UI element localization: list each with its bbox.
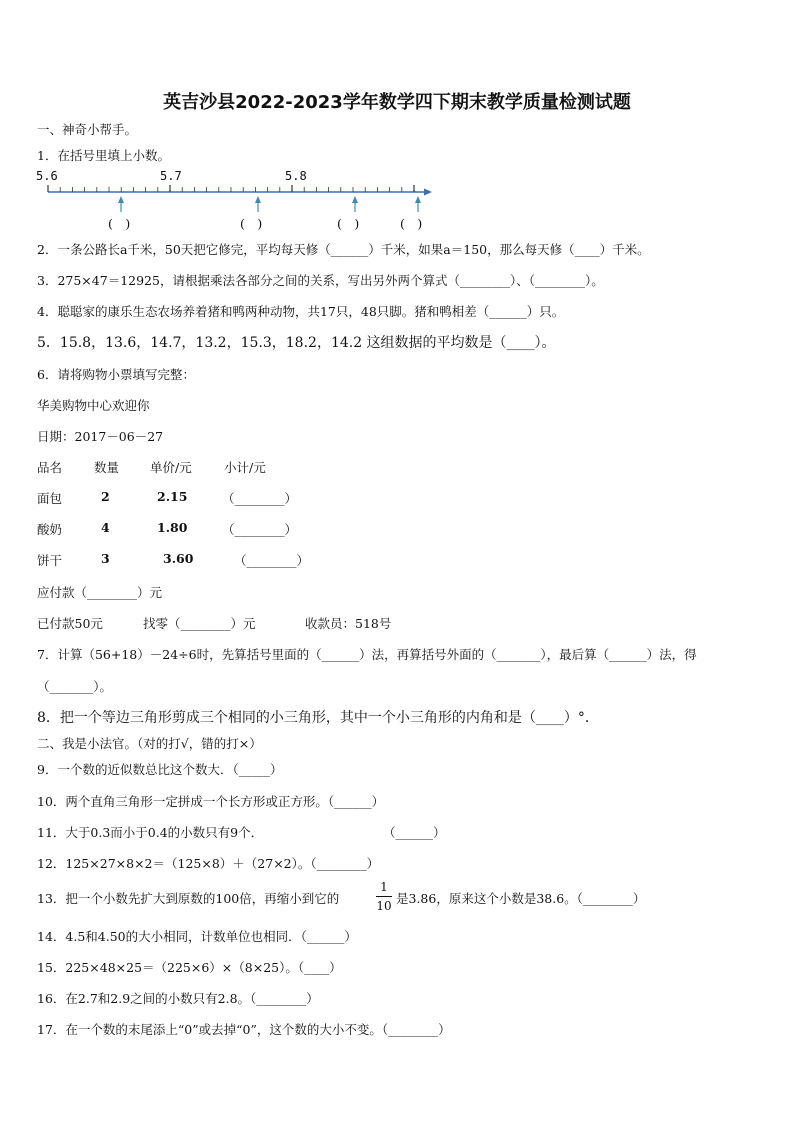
receipt-row-price: 1.80 [157,520,188,535]
pointer-arrow-head [415,196,421,203]
receipt-change: 找零（________）元 [143,616,256,631]
receipt-row-qty: 4 [101,520,110,535]
receipt-col-price: 单价/元 [150,460,192,475]
section-2-heading: 二、我是小法官。（对的打√，错的打×） [37,736,262,751]
question-6: 6．请将购物小票填写完整： [37,367,195,382]
receipt-col-qty: 数量 [94,460,120,475]
question-11: 11．大于0.3而小于0.4的小数只有9个． [37,825,264,840]
nl-label-5.6: 5.6 [36,169,58,183]
receipt-col-name: 品名 [37,460,63,475]
question-9: 9．一个数的近似数总比这个数大．（_____） [37,762,283,777]
question-14: 14．4.5和4.50的大小相同，计数单位也相同．（______） [37,929,357,944]
receipt-date: 日期：2017－06－27 [37,429,164,444]
receipt-row-name: 饼干 [37,553,63,568]
nl-blank-3[interactable]: ( ) [337,216,360,231]
fraction-denominator: 10 [376,899,392,913]
nl-label-5.7: 5.7 [160,169,182,183]
pointer-arrow-head [352,196,358,203]
question-13-part-b: 是3.86，原来这个小数是38.6。（________） [396,891,646,906]
pointer-arrow-head [255,196,261,203]
question-11-blank[interactable]: （______） [383,825,446,840]
receipt-col-subtotal: 小计/元 [224,460,266,475]
receipt-row-name: 酸奶 [37,522,63,537]
question-4: 4．聪聪家的康乐生态农场养着猪和鸭两种动物，共17只，48只脚。猪和鸭相差（______）只。 [37,304,565,319]
fraction-one-tenth [376,880,392,913]
question-10: 10．两个直角三角形一定拼成一个长方形或正方形。（______） [37,794,385,809]
question-3: 3．275×47＝12925，请根据乘法各部分之间的关系，写出另外两个算式（________）、（________）。 [37,273,604,288]
nl-blank-4[interactable]: ( ) [400,216,423,231]
nl-blank-1[interactable]: ( ) [108,216,131,231]
receipt-row-price: 3.60 [163,551,194,566]
receipt-row-subtotal-blank[interactable]: （________） [222,491,298,506]
receipt-row-name: 面包 [37,491,63,506]
page-title: 英吉沙县2022-2023学年数学四下期末教学质量检测试题 [163,92,631,113]
nl-label-5.8: 5.8 [285,169,307,183]
number-line-arrow-head [424,189,432,196]
question-1: 1．在括号里填上小数。 [37,148,170,163]
receipt-row-qty: 3 [101,551,110,566]
question-7: 7．计算（56+18）－24÷6时，先算括号里面的（______）法，再算括号外面的（_______），最后算（______）法，得 [37,647,697,662]
question-16: 16．在2.7和2.9之间的小数只有2.8。（________） [37,991,319,1006]
receipt-header: 华美购物中心欢迎你 [37,398,150,413]
section-1-heading: 一、神奇小帮手。 [37,122,138,137]
receipt-row-qty: 2 [101,489,110,504]
receipt-row-price: 2.15 [157,489,188,504]
question-12: 12．125×27×8×2＝（125×8）＋（27×2）。（________） [37,856,380,871]
receipt-row-subtotal-blank[interactable]: （________） [234,553,310,568]
question-2: 2．一条公路长a千米，50天把它修完，平均每天修（______）千米，如果a＝150，那么每天修（____）千米。 [37,242,650,257]
question-17: 17．在一个数的末尾添上“0”或去掉“0”，这个数的大小不变。（________） [37,1022,451,1037]
question-7-continued: （_______）。 [37,679,113,694]
question-8: 8．把一个等边三角形剪成三个相同的小三角形，其中一个小三角形的内角和是（____）°． [37,710,599,726]
receipt-paid: 已付款50元 [37,616,103,631]
fraction-bar [376,896,392,897]
receipt-due: 应付款（________）元 [37,585,163,600]
question-15: 15．225×48×25＝（225×6）×（8×25）。（____） [37,960,342,975]
question-13-part-a: 13．把一个小数先扩大到原数的100倍，再缩小到它的 [37,891,340,906]
receipt-cashier: 收款员：518号 [305,616,392,631]
nl-blank-2[interactable]: ( ) [240,216,263,231]
question-5: 5．15.8，13.6，14.7，13.2，15.3，18.2，14.2 这组数据的平均数是（____）。 [37,335,556,351]
pointer-arrow-head [118,196,124,203]
receipt-row-subtotal-blank[interactable]: （________） [222,522,298,537]
fraction-numerator: 1 [380,880,388,894]
